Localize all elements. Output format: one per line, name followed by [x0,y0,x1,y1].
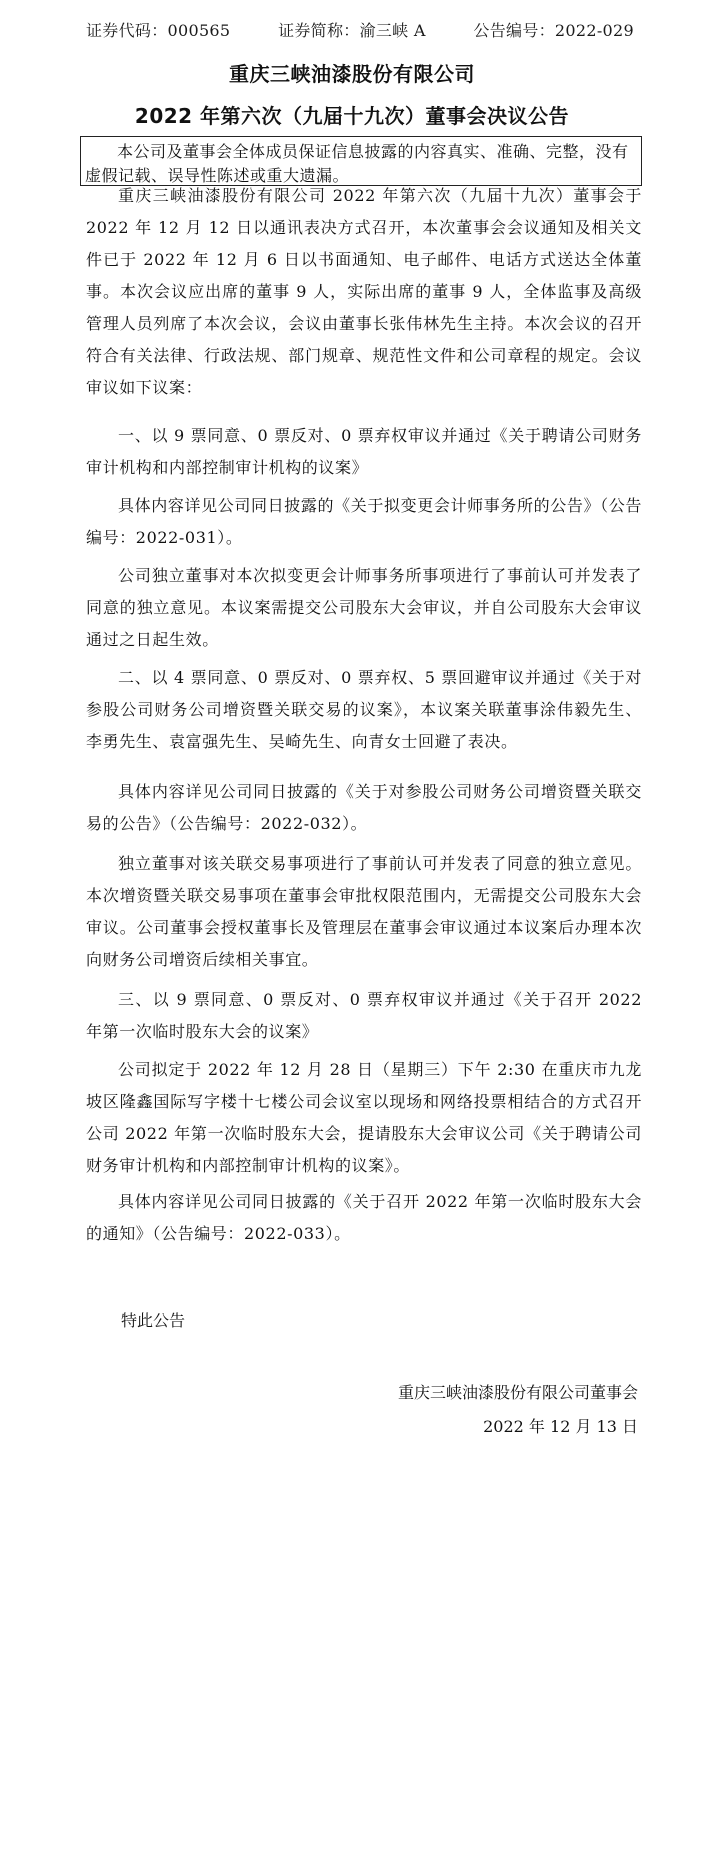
signature-org: 重庆三峡油漆股份有限公司董事会 [397,1383,638,1402]
stock-short-name: 证券简称：渝三峡 A [278,21,426,40]
paragraph-meeting-details: 公司拟定于 2022 年 12 月 28 日（星期三）下午 2:30 在重庆市九龙坡区隆鑫国际写字楼十七楼公司会议室以现场和网络投票相结合的方式召开公司 2022 年第一次临时股东大会，提请股东大会审议公司《关于聘请公司财务审计机构和内部控制审计机构的议案》。 [86,1060,642,1175]
closing-text: 特此公告 [121,1311,186,1330]
paragraph-resolution-2: 二、以 4 票同意、0 票反对、0 票弃权、5 票回避审议并通过《关于对参股公司财务公司增资暨关联交易的议案》，本议案关联董事涂伟毅先生、李勇先生、袁富强先生、吴崎先生、向青女士回避了表决。 [86,668,642,751]
header-line [86,18,634,41]
paragraph-detail-2: 具体内容详见公司同日披露的《关于对参股公司财务公司增资暨关联交易的公告》（公告编号：2022-032）。 [86,782,642,833]
stock-code: 证券代码：000565 [86,21,231,40]
signature-date: 2022 年 12 月 13 日 [483,1417,638,1436]
paragraph-detail-1: 具体内容详见公司同日披露的《关于拟变更会计师事务所的公告》（公告编号：2022-031）。 [86,496,642,547]
disclosure-statement: 本公司及董事会全体成员保证信息披露的内容真实、准确、完整，没有虚假记载、误导性陈述或重大遗漏。 [80,136,642,186]
paragraph-intro: 重庆三峡油漆股份有限公司 2022 年第六次（九届十九次）董事会于 2022 年 12 月 12 日以通讯表决方式召开，本次董事会会议通知及相关文件已于 2022 年 12 月 6 日以书面通知、电子邮件、电话方式送达全体董事。本次会议应出席的董事 9 人，实际出席的董事 9 人，全体监事及高级管理人员列席了本次会议，会议由董事长张伟林先生主持。本次会议的召开符合有关法律、行政法规、部门规章、规范性文件和公司章程的规定。会议审议如下议案： [86,186,642,397]
company-title: 重庆三峡油漆股份有限公司 [229,62,475,86]
notice-number: 公告编号：2022-029 [473,21,634,40]
paragraph-detail-3: 具体内容详见公司同日披露的《关于召开 2022 年第一次临时股东大会的通知》（公告编号：2022-033）。 [86,1192,642,1243]
announcement-title: 2022 年第六次（九届十九次）董事会决议公告 [134,104,570,128]
paragraph-independent-opinion-1: 公司独立董事对本次拟变更会计师事务所事项进行了事前认可并发表了同意的独立意见。本议案需提交公司股东大会审议，并自公司股东大会审议通过之日起生效。 [86,566,642,649]
paragraph-independent-opinion-2: 独立董事对该关联交易事项进行了事前认可并发表了同意的独立意见。本次增资暨关联交易事项在董事会审批权限范围内，无需提交公司股东大会审议。公司董事会授权董事长及管理层在董事会审议通过本议案后办理本次向财务公司增资后续相关事宜。 [86,854,642,969]
paragraph-resolution-1: 一、以 9 票同意、0 票反对、0 票弃权审议并通过《关于聘请公司财务审计机构和内部控制审计机构的议案》 [86,426,642,477]
paragraph-resolution-3: 三、以 9 票同意、0 票反对、0 票弃权审议并通过《关于召开 2022 年第一次临时股东大会的议案》 [86,990,642,1041]
